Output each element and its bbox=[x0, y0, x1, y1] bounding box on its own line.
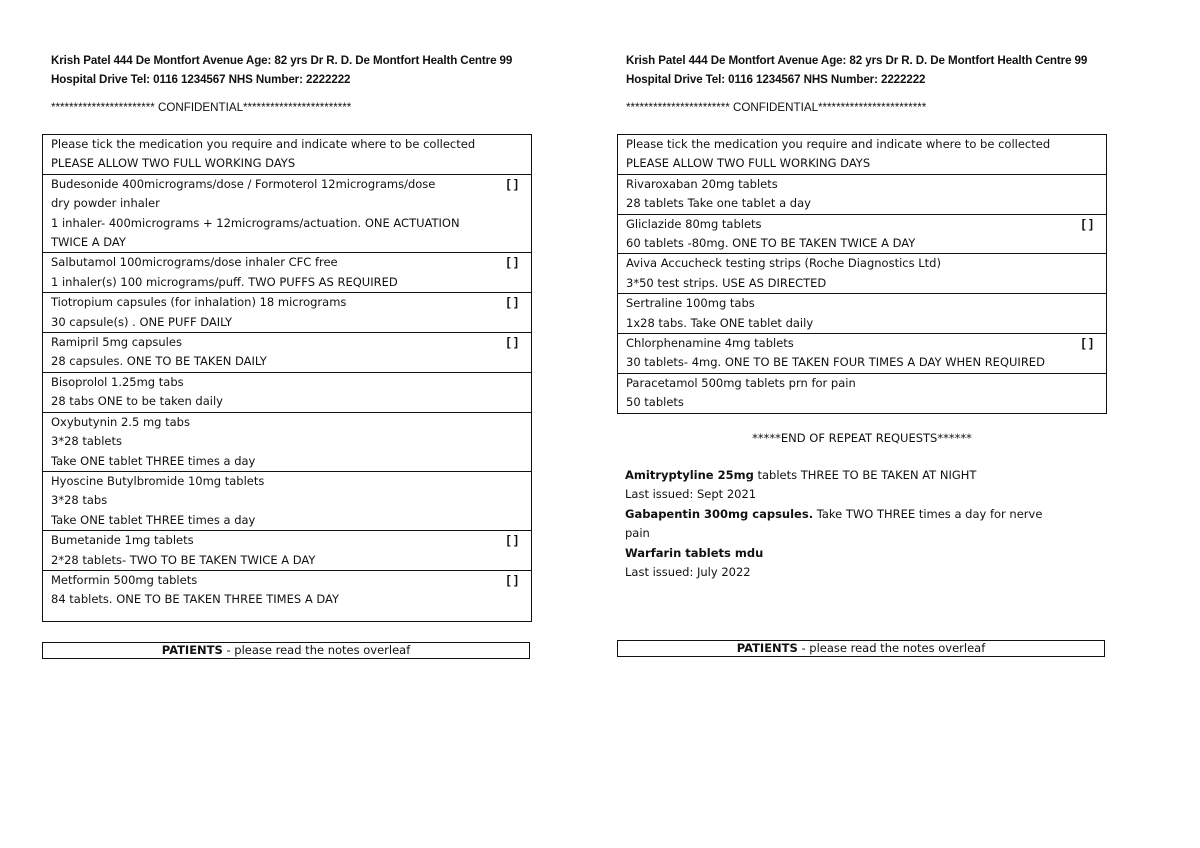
medication-name: Ramipril 5mg capsules bbox=[51, 335, 182, 350]
patient-header-line-1: Krish Patel 444 De Montfort Avenue Age: 82 yrs Dr R. D. De Montfort Health Centre 99 bbox=[51, 54, 513, 67]
note-amitriptyline bbox=[625, 466, 1095, 485]
medication-name: Aviva Accucheck testing strips (Roche Diagnostics Ltd) bbox=[626, 256, 941, 271]
medication-name: Chlorphenamine 4mg tablets bbox=[626, 336, 794, 351]
medication-row-bumetanide bbox=[43, 531, 532, 571]
medication-name: Gliclazide 80mg tablets bbox=[626, 216, 762, 231]
medication-dosage: 3*28 tabs bbox=[51, 493, 108, 508]
note-amitriptyline-name: Amitryptyline 25mg bbox=[625, 468, 754, 482]
medication-name: Metformin 500mg tablets bbox=[51, 572, 198, 587]
medication-dosage: 30 capsule(s) . ONE PUFF DAILY bbox=[51, 314, 233, 329]
medication-dosage: 1x28 tabs. Take ONE tablet daily bbox=[626, 315, 814, 330]
medication-dosage-continued: Take ONE tablet THREE times a day bbox=[51, 453, 256, 468]
medication-dosage: 1 inhaler(s) 100 micrograms/puff. TWO PUFFS AS REQUIRED bbox=[51, 274, 398, 289]
tick-box[interactable]: [ ] bbox=[1081, 336, 1093, 351]
medication-row-sertraline bbox=[618, 294, 1107, 334]
medication-name: Oxybutynin 2.5 mg tabs bbox=[51, 414, 190, 429]
medication-dosage: 3*50 test strips. USE AS DIRECTED bbox=[626, 275, 827, 290]
medication-dosage: 28 tablets Take one tablet a day bbox=[626, 196, 811, 211]
medication-name: Salbutamol 100micrograms/dose inhaler CFC free bbox=[51, 255, 338, 270]
medication-name: Sertraline 100mg tabs bbox=[626, 296, 755, 311]
medication-dosage-continued: Take ONE tablet THREE times a day bbox=[51, 512, 256, 527]
tick-box[interactable]: [ ] bbox=[1081, 216, 1093, 231]
confidential-banner: *********************** CONFIDENTIAL************************ bbox=[626, 101, 927, 114]
medication-name: Tiotropium capsules (for inhalation) 18 micrograms bbox=[51, 295, 347, 310]
medication-dosage: 3*28 tablets bbox=[51, 434, 122, 449]
patients-note-text: - please read the notes overleaf bbox=[222, 643, 411, 657]
patient-header bbox=[626, 52, 1146, 89]
patients-note-box bbox=[42, 642, 530, 659]
note-warfarin-issued: Last issued: July 2022 bbox=[625, 565, 751, 580]
medication-row-tiotropium bbox=[43, 293, 532, 333]
instructions-line-1: Please tick the medication you require and indicate where to be collected bbox=[51, 137, 476, 151]
medication-name-continued: dry powder inhaler bbox=[51, 196, 160, 211]
medication-dosage-continued: TWICE A DAY bbox=[51, 235, 126, 250]
medication-name: Rivaroxaban 20mg tablets bbox=[626, 176, 778, 191]
instructions-line-1: Please tick the medication you require and indicate where to be collected bbox=[626, 137, 1051, 151]
note-amitriptyline-issued: Last issued: Sept 2021 bbox=[625, 487, 757, 502]
medication-row-metformin bbox=[43, 570, 532, 621]
patients-note-text: - please read the notes overleaf bbox=[797, 641, 986, 655]
patient-header bbox=[51, 52, 571, 89]
medication-dosage: 60 tablets -80mg. ONE TO BE TAKEN TWICE A DAY bbox=[626, 236, 916, 251]
medication-row-salbutamol bbox=[43, 253, 532, 293]
medication-row-chlorphenamine bbox=[618, 334, 1107, 374]
medication-table bbox=[617, 134, 1107, 414]
medication-row-hyoscine bbox=[43, 471, 532, 530]
confidential-banner: *********************** CONFIDENTIAL************************ bbox=[51, 101, 352, 114]
medication-dosage: 84 tablets. ONE TO BE TAKEN THREE TIMES A DAY bbox=[51, 592, 339, 607]
medication-dosage: 50 tablets bbox=[626, 395, 684, 410]
medication-row-gliclazide bbox=[618, 214, 1107, 254]
note-gabapentin bbox=[625, 505, 1095, 524]
medication-name: Budesonide 400micrograms/dose / Formoterol 12micrograms/dose bbox=[51, 176, 436, 191]
tick-box[interactable]: [ ] bbox=[506, 295, 518, 310]
instructions-line-2: PLEASE ALLOW TWO FULL WORKING DAYS bbox=[626, 156, 871, 171]
instructions-row bbox=[618, 135, 1107, 175]
note-warfarin-name: Warfarin tablets mdu bbox=[625, 545, 764, 560]
medication-table bbox=[42, 134, 532, 622]
tick-box[interactable]: [ ] bbox=[506, 533, 518, 548]
note-warfarin bbox=[625, 544, 1095, 563]
instructions-row bbox=[43, 135, 532, 175]
note-amitriptyline-dose: tablets THREE TO BE TAKEN AT NIGHT bbox=[753, 468, 977, 482]
end-of-repeat-requests: *****END OF REPEAT REQUESTS****** bbox=[752, 431, 972, 445]
patients-note-box bbox=[617, 640, 1105, 657]
medication-name: Hyoscine Butylbromide 10mg tablets bbox=[51, 473, 265, 488]
tick-box[interactable]: [ ] bbox=[506, 572, 518, 587]
medication-dosage: 1 inhaler- 400micrograms + 12micrograms/actuation. ONE ACTUATION bbox=[51, 215, 460, 230]
tick-box[interactable]: [ ] bbox=[506, 255, 518, 270]
instructions-line-2: PLEASE ALLOW TWO FULL WORKING DAYS bbox=[51, 156, 296, 171]
medication-row-budesonide bbox=[43, 174, 532, 253]
medication-name: Bumetanide 1mg tablets bbox=[51, 533, 194, 548]
medication-dosage: 2*28 tablets- TWO TO BE TAKEN TWICE A DAY bbox=[51, 552, 316, 567]
medication-name: Paracetamol 500mg tablets prn for pain bbox=[626, 375, 856, 390]
medication-dosage: 28 tabs ONE to be taken daily bbox=[51, 394, 223, 409]
patient-header-line-2: Hospital Drive Tel: 0116 1234567 NHS Number: 2222222 bbox=[51, 72, 351, 86]
patient-header-line-2: Hospital Drive Tel: 0116 1234567 NHS Number: 2222222 bbox=[626, 72, 926, 86]
tick-box[interactable]: [ ] bbox=[506, 176, 518, 191]
patients-note-label: PATIENTS bbox=[161, 643, 223, 657]
medication-row-paracetamol bbox=[618, 373, 1107, 413]
note-gabapentin-continued: pain bbox=[625, 526, 650, 541]
medication-row-rivaroxaban bbox=[618, 174, 1107, 214]
patient-header-line-1: Krish Patel 444 De Montfort Avenue Age: 82 yrs Dr R. D. De Montfort Health Centre 99 bbox=[626, 54, 1088, 67]
medication-dosage: 30 tablets- 4mg. ONE TO BE TAKEN FOUR TIMES A DAY WHEN REQUIRED bbox=[626, 355, 1045, 370]
medication-row-oxybutynin bbox=[43, 412, 532, 471]
note-gabapentin-dose: Take TWO THREE times a day for nerve bbox=[813, 506, 1043, 521]
medication-row-test-strips bbox=[618, 254, 1107, 294]
patients-note-label: PATIENTS bbox=[736, 641, 798, 655]
medication-row-ramipril bbox=[43, 333, 532, 373]
medication-row-bisoprolol bbox=[43, 372, 532, 412]
note-gabapentin-name: Gabapentin 300mg capsules. bbox=[625, 506, 814, 521]
medication-name: Bisoprolol 1.25mg tabs bbox=[51, 374, 184, 389]
non-repeat-notes bbox=[625, 466, 1095, 582]
medication-dosage: 28 capsules. ONE TO BE TAKEN DAILY bbox=[51, 354, 267, 369]
tick-box[interactable]: [ ] bbox=[506, 335, 518, 350]
